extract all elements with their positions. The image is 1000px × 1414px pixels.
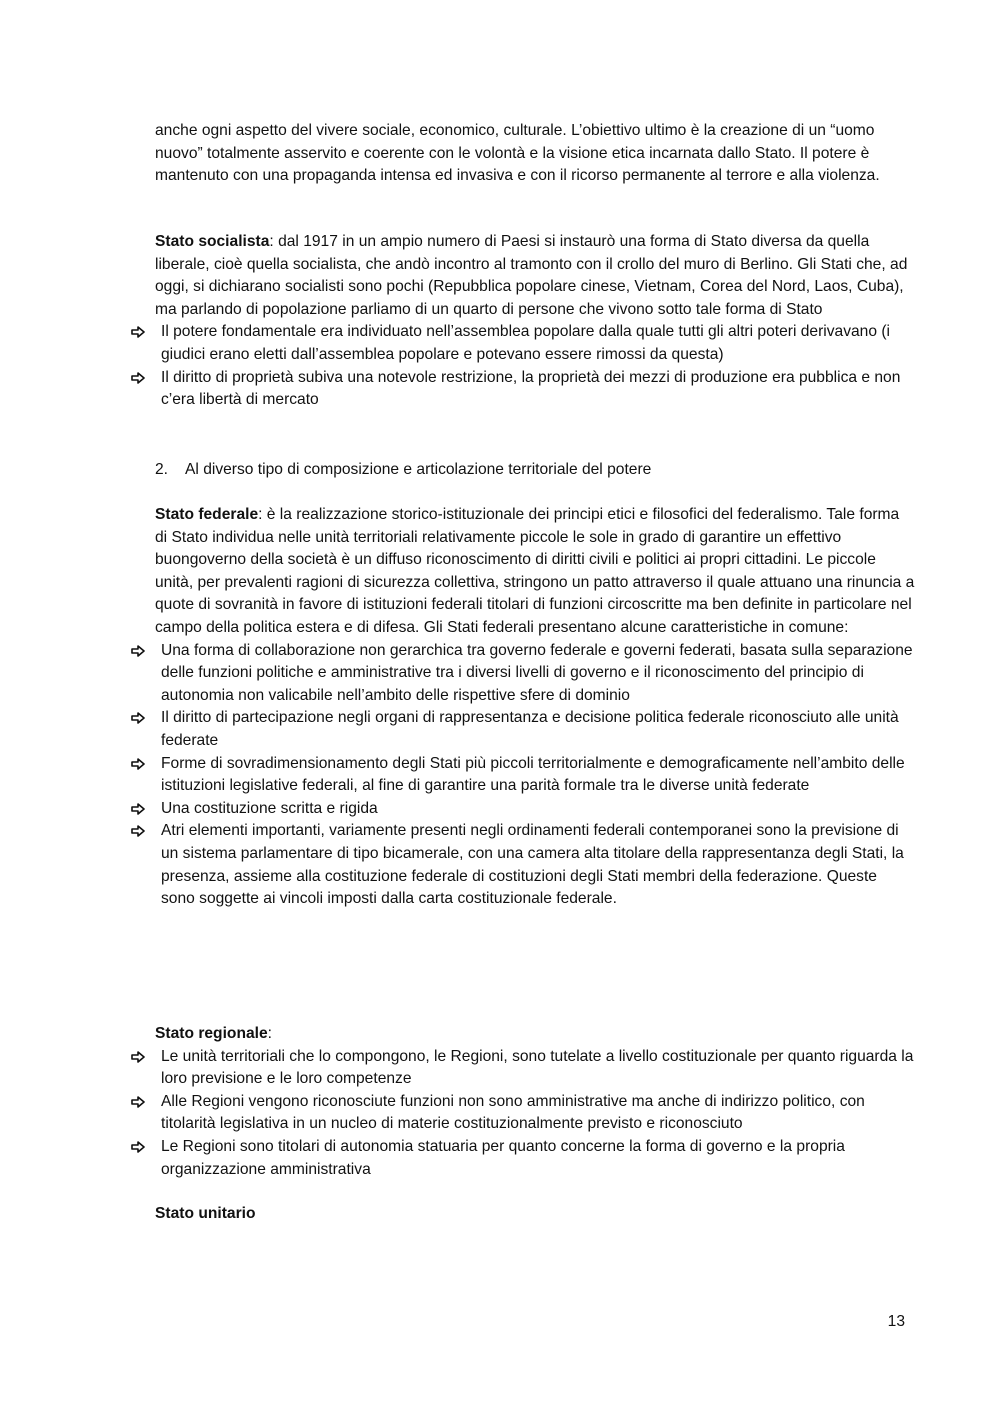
arrow-right-outline-icon xyxy=(131,712,145,724)
arrow-right-outline-icon xyxy=(131,1051,145,1063)
federal-text: : è la realizzazione storico-istituzionale dei principi etici e filosofici del federalismo. Tale forma di Stato individua nelle unità territoriali relativamente piccole le sole in grado di garantire un effettivo buongoverno della società è un diffuso riconoscimento di diritti civili e politici ai propri cittadini. Le piccole unità, per prevalenti ragioni di sicurezza collettiva, stringono un patto attraverso il quale attuano una rinuncia a quote di sovranità in favore di istituzioni federali titolari di funzioni circoscritte ma ben definite in particolare nel campo della politica estera e di difesa. Gli Stati federali presentano alcune caratteristiche in comune: xyxy=(155,506,915,636)
list-item xyxy=(155,1136,915,1181)
numbered-list-item xyxy=(155,459,915,482)
socialist-bullet-text: Il diritto di proprietà subiva una notevole restrizione, la proprietà dei mezzi di produzione era pubblica e non c’era libertà di mercato xyxy=(161,368,901,409)
list-item xyxy=(155,798,915,821)
page-number: 13 xyxy=(887,1313,905,1330)
intro-paragraph: anche ogni aspetto del vivere sociale, economico, culturale. L’obiettivo ultimo è la creazione di un “uomo nuovo” totalmente asservito e coerente con le volontà e la visione etica incarnata dallo Stato. Il potere è mantenuto con una propaganda intensa ed invasiva e con il ricorso permanente al terrore e alla violenza. xyxy=(155,122,880,185)
socialist-paragraph xyxy=(155,231,915,321)
arrow-right-outline-icon xyxy=(131,645,145,657)
intro-paragraph-block xyxy=(155,120,915,188)
list-item xyxy=(155,1091,915,1136)
unitary-title: Stato unitario xyxy=(155,1205,256,1222)
federal-paragraph xyxy=(155,504,915,640)
arrow-right-outline-icon xyxy=(131,825,145,837)
regional-bullet-text: Le Regioni sono titolari di autonomia statuaria per quanto concerne la forma di governo e la propria organizzazione amministrativa xyxy=(161,1137,845,1178)
unitary-section xyxy=(155,1203,915,1226)
regional-bullet-text: Alle Regioni vengono riconosciute funzioni non sono amministrative ma anche di indirizzo politico, con titolarità legislativa in un nucleo di materie costituzionalmente previsto e riconosciuto xyxy=(161,1092,865,1133)
numbered-item xyxy=(155,459,915,482)
regional-text: : xyxy=(267,1025,272,1042)
federal-title: Stato federale xyxy=(155,506,259,523)
federal-bullet-text: Il diritto di partecipazione negli organi di rappresentanza e decisione politica federale riconosciuto alle unità federate xyxy=(161,709,899,749)
socialist-title: Stato socialista xyxy=(155,233,270,250)
federal-section xyxy=(155,504,915,911)
list-item xyxy=(155,753,915,798)
regional-bullet-list xyxy=(155,1046,915,1182)
federal-bullet-list xyxy=(155,640,915,911)
socialist-bullet-text: Il potere fondamentale era individuato nell’assemblea popolare dalla quale tutti gli altri poteri derivavano (i giudici erano eletti dall’assemblea popolare e potevano essere rimossi da questa) xyxy=(161,323,891,363)
arrow-right-outline-icon xyxy=(131,1096,145,1108)
regional-title: Stato regionale xyxy=(155,1025,268,1042)
list-item xyxy=(155,321,915,366)
socialist-bullet-list xyxy=(155,321,915,411)
federal-bullet-text: Una forma di collaborazione non gerarchica tra governo federale e governi federati, basata sulla separazione delle funzioni politiche e amministrative tra i diversi livelli di governo e il riconoscimento del principio di autonomia non valicabile nell’ambito delle rispettive sfere di dominio xyxy=(161,641,913,704)
arrow-right-outline-icon xyxy=(131,803,145,815)
item-number: 2. xyxy=(155,461,169,478)
federal-bullet-text: Una costituzione scritta e rigida xyxy=(161,799,378,817)
arrow-right-outline-icon xyxy=(131,372,145,384)
regional-bullet-text: Le unità territoriali che lo compongono, le Regioni, sono tutelate a livello costituzionale per quanto riguarda la loro previsione e le loro competenze xyxy=(161,1047,914,1088)
socialist-text: : dal 1917 in un ampio numero di Paesi si instaurò una forma di Stato diversa da quella liberale, cioè quella socialista, che andò incontro al tramonto con il crollo del muro di Berlino. Gli Stati che, ad oggi, si dichiarano socialisti sono pochi (Repubblica popolare cinese, Vietnam, Corea del Nord, Laos, Cuba), ma parlando di popolazione parliamo di un quarto di persone che vivono sotto tale forma di Stato xyxy=(155,233,908,318)
arrow-right-outline-icon xyxy=(131,758,145,770)
socialist-section xyxy=(155,231,915,412)
item-text: Al diverso tipo di composizione e articolazione territoriale del potere xyxy=(185,461,652,478)
list-item xyxy=(155,820,915,910)
list-item xyxy=(155,640,915,708)
federal-bullet-text: Atri elementi importanti, variamente presenti negli ordinamenti federali contemporanei sono la previsione di un sistema parlamentare di tipo bicamerale, con una camera alta titolare della rappresentanza degli Stati, la presenza, assieme alla costituzione federale di costituzioni degli Stati membri della federazione. Queste sono soggette ai vincoli imposti dalla carta costituzionale federale. xyxy=(161,822,904,908)
federal-bullet-text: Forme di sovradimensionamento degli Stati più piccoli territorialmente e demograficamente nell’ambito delle istituzioni legislative federali, al fine di garantire una parità formale tra le diverse unità federate xyxy=(161,754,905,795)
list-item xyxy=(155,707,915,752)
arrow-right-outline-icon xyxy=(131,326,145,338)
list-item xyxy=(155,367,915,412)
arrow-right-outline-icon xyxy=(131,1141,145,1153)
regional-section xyxy=(155,1023,915,1181)
list-item xyxy=(155,1046,915,1091)
regional-heading xyxy=(155,1023,915,1046)
